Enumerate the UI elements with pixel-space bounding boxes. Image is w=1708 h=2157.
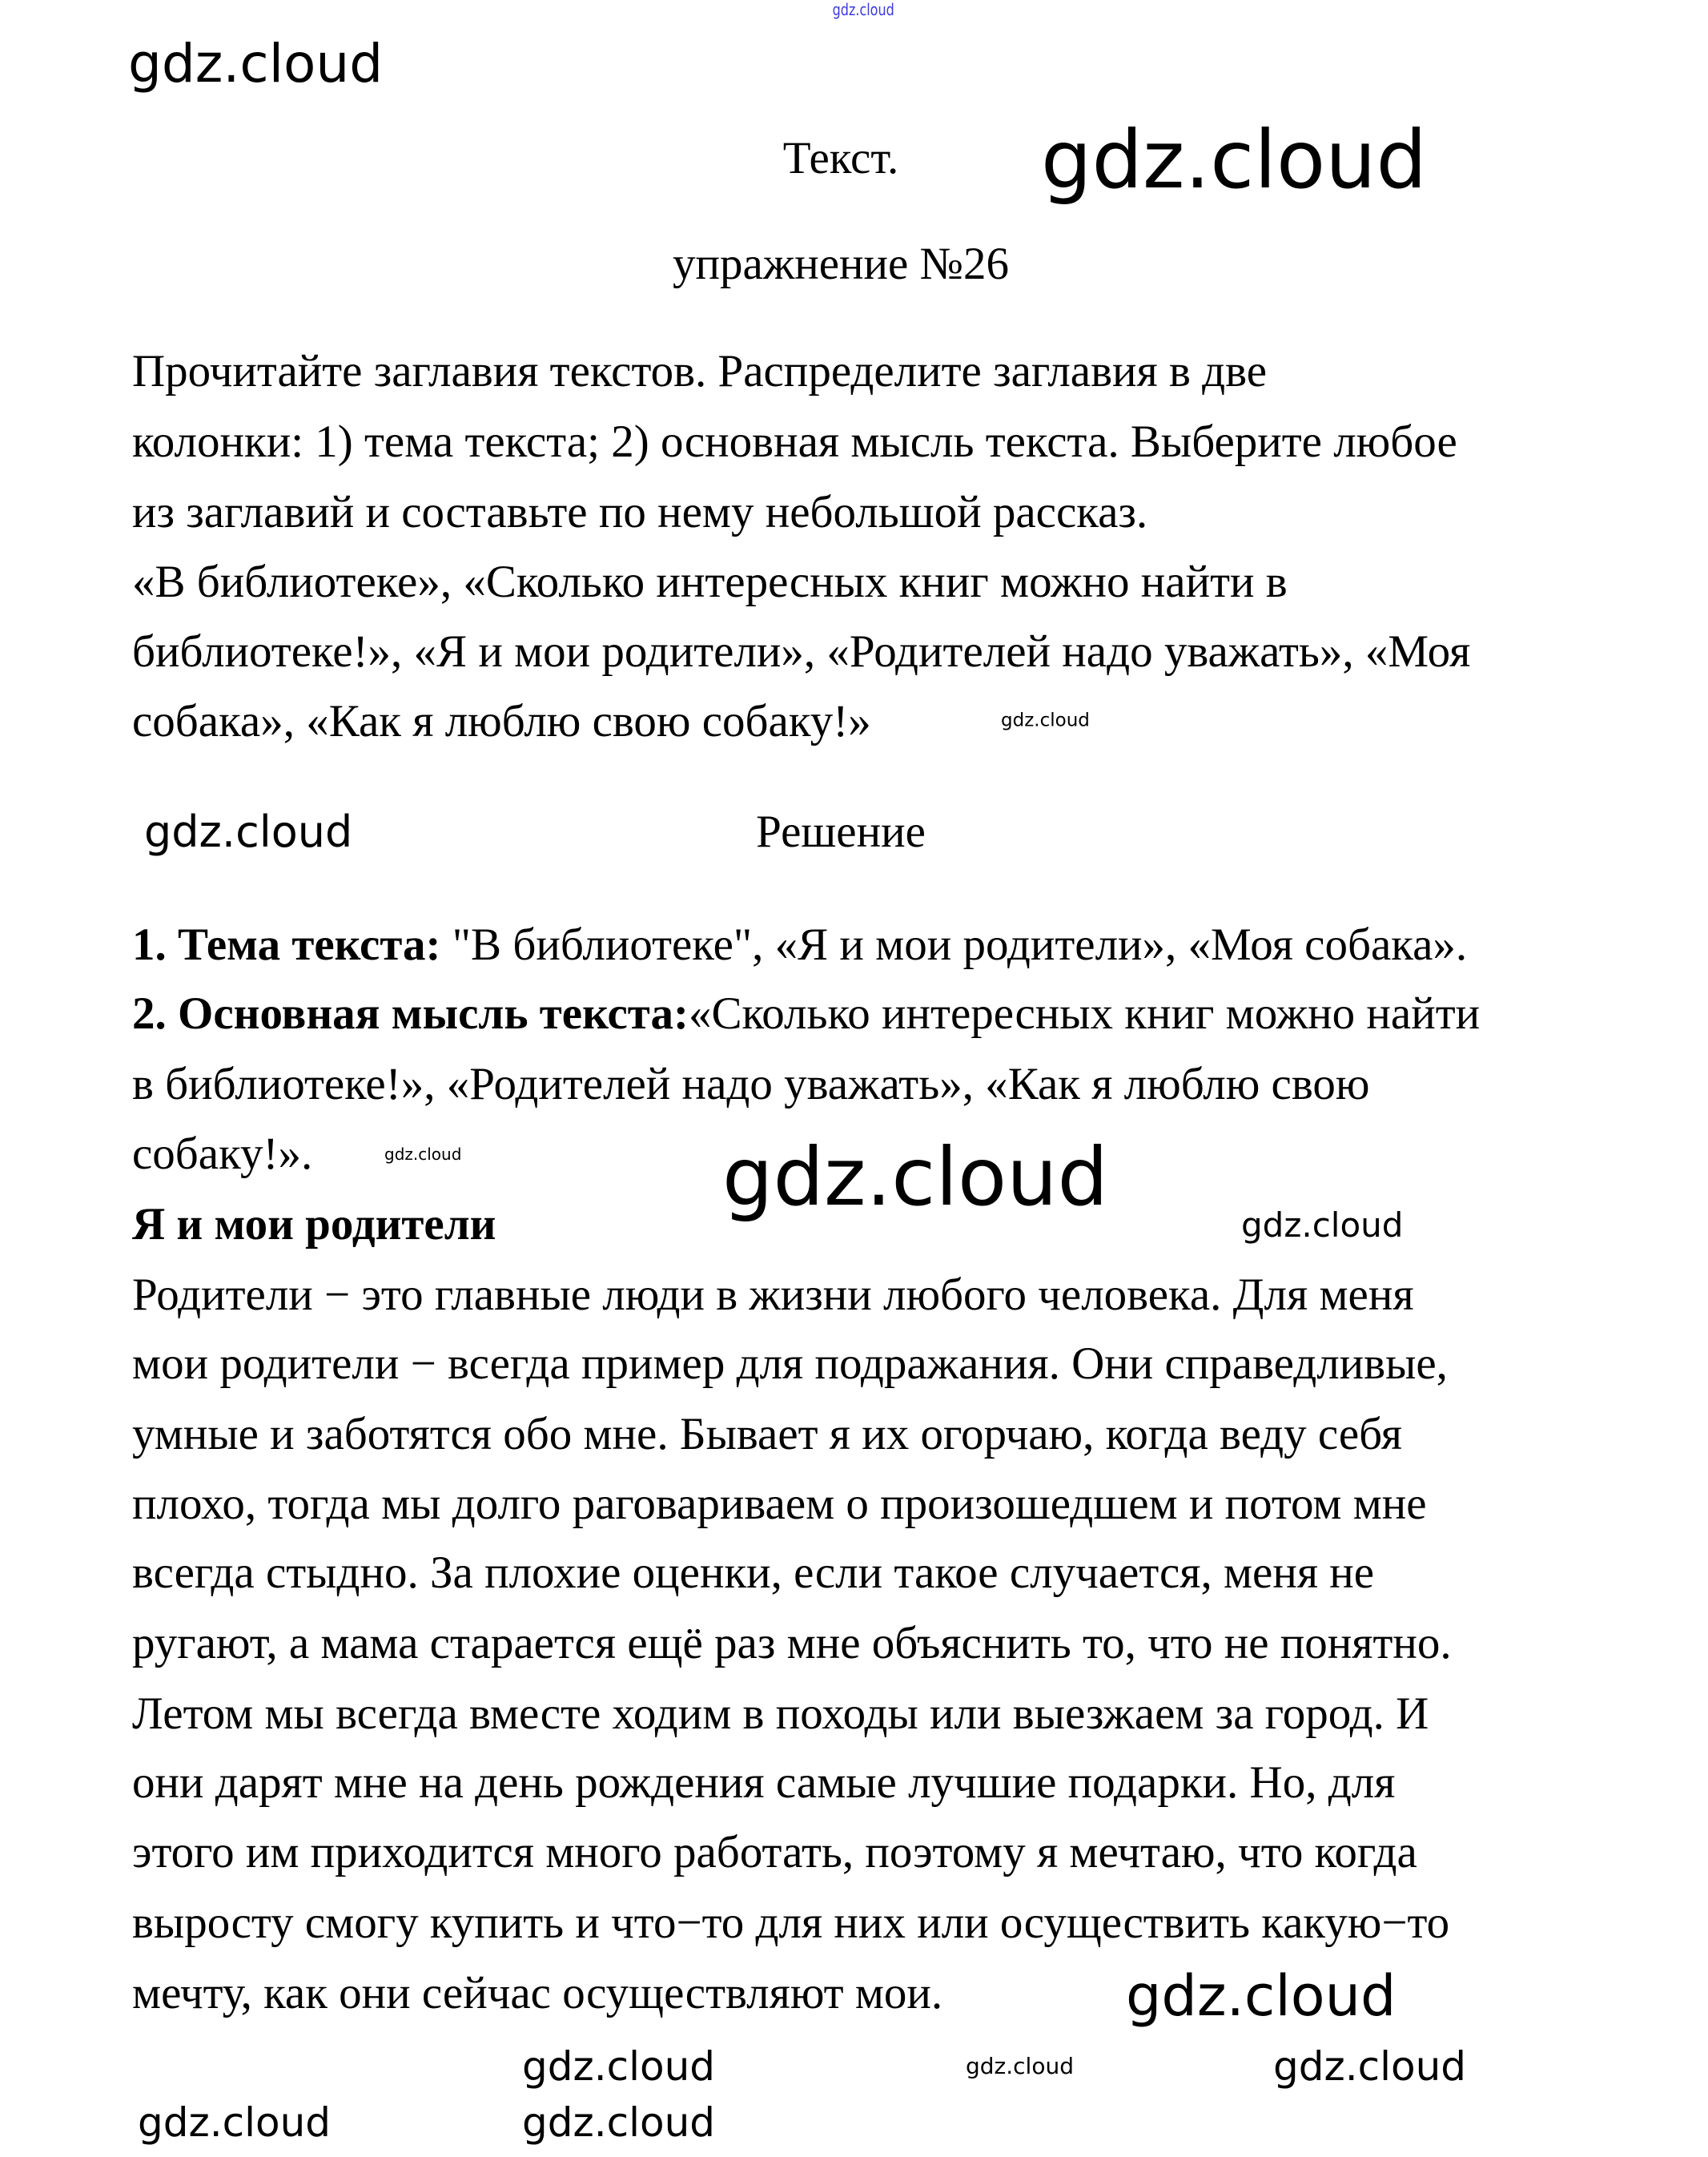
- solution-item-1: [132, 910, 1467, 980]
- story-line: всегда стыдно. За плохие оценки, если такое случается, меня не: [132, 1547, 1375, 1598]
- story-title-text: Я и мои родители: [132, 1199, 496, 1250]
- task-line: библиотеке!», «Я и мои родители», «Родителей надо уважать», «Моя: [132, 626, 1471, 677]
- watermark: gdz.cloud: [1001, 710, 1090, 731]
- item1-label: 1. Тема текста:: [132, 920, 441, 970]
- item2-text: «Сколько интересных книг можно найти: [688, 988, 1481, 1039]
- watermark: gdz.cloud: [722, 1130, 1109, 1224]
- story-line: мечту, как они сейчас осуществляют мои.: [132, 1968, 943, 2018]
- task-line: Прочитайте заглавия текстов. Распределите заглавия в две: [132, 346, 1268, 396]
- item1-text: "В библиотеке", «Я и мои родители», «Моя собака».: [440, 920, 1468, 970]
- solution-line: собаку!».: [132, 1129, 313, 1179]
- story-line: Летом мы всегда вместе ходим в походы или выезжаем за город. И: [132, 1688, 1429, 1739]
- story-line: выросту смогу купить и что−то для них или осуществить какую−то: [132, 1897, 1450, 1948]
- story-line: Родители − это главные люди в жизни любого человека. Для меня: [132, 1270, 1414, 1320]
- watermark: gdz.cloud: [522, 2043, 716, 2090]
- watermark: gdz.cloud: [1273, 2043, 1467, 2090]
- task-line: колонки: 1) тема текста; 2) основная мысль текста. Выберите любое: [132, 417, 1457, 467]
- story-line: ругают, а мама старается ещё раз мне объяснить то, что не понятно.: [132, 1618, 1452, 1668]
- watermark: gdz.cloud: [1241, 1205, 1404, 1245]
- watermark: gdz.cloud: [138, 2099, 332, 2146]
- exercise-title: упражнение №26: [673, 239, 1009, 289]
- watermark: gdz.cloud: [966, 2053, 1074, 2079]
- item2-label: 2. Основная мысль текста:: [132, 988, 689, 1039]
- solution-title: Решение: [756, 807, 926, 857]
- task-line: собака», «Как я люблю свою собаку!»: [132, 696, 871, 746]
- watermark: gdz.cloud: [1041, 113, 1428, 207]
- story-title: [132, 1189, 496, 1260]
- watermark: gdz.cloud: [144, 807, 353, 857]
- solution-item-2: [132, 979, 1480, 1049]
- watermark: gdz.cloud: [384, 1145, 462, 1164]
- story-line: плохо, тогда мы долго раговариваем о произошедшем и потом мне: [132, 1479, 1427, 1529]
- watermark: gdz.cloud: [522, 2099, 716, 2146]
- watermark-top: gdz.cloud: [832, 0, 894, 19]
- story-line: этого им приходится много работать, поэтому я мечтаю, что когда: [132, 1827, 1417, 1877]
- task-line: «В библиотеке», «Сколько интересных книг можно найти в: [132, 557, 1288, 607]
- solution-line: в библиотеке!», «Родителей надо уважать», «Как я люблю свою: [132, 1059, 1370, 1109]
- story-line: мои родители − всегда пример для подражания. Они справедливые,: [132, 1338, 1448, 1389]
- story-line: умные и заботятся обо мне. Бывает я их огорчаю, когда веду себя: [132, 1409, 1402, 1459]
- story-line: они дарят мне на день рождения самые лучшие подарки. Но, для: [132, 1757, 1396, 1808]
- section-title: Текст.: [782, 133, 899, 183]
- task-line: из заглавий и составьте по нему небольшой рассказ.: [132, 487, 1148, 537]
- watermark: gdz.cloud: [1126, 1963, 1397, 2029]
- watermark: gdz.cloud: [128, 33, 384, 95]
